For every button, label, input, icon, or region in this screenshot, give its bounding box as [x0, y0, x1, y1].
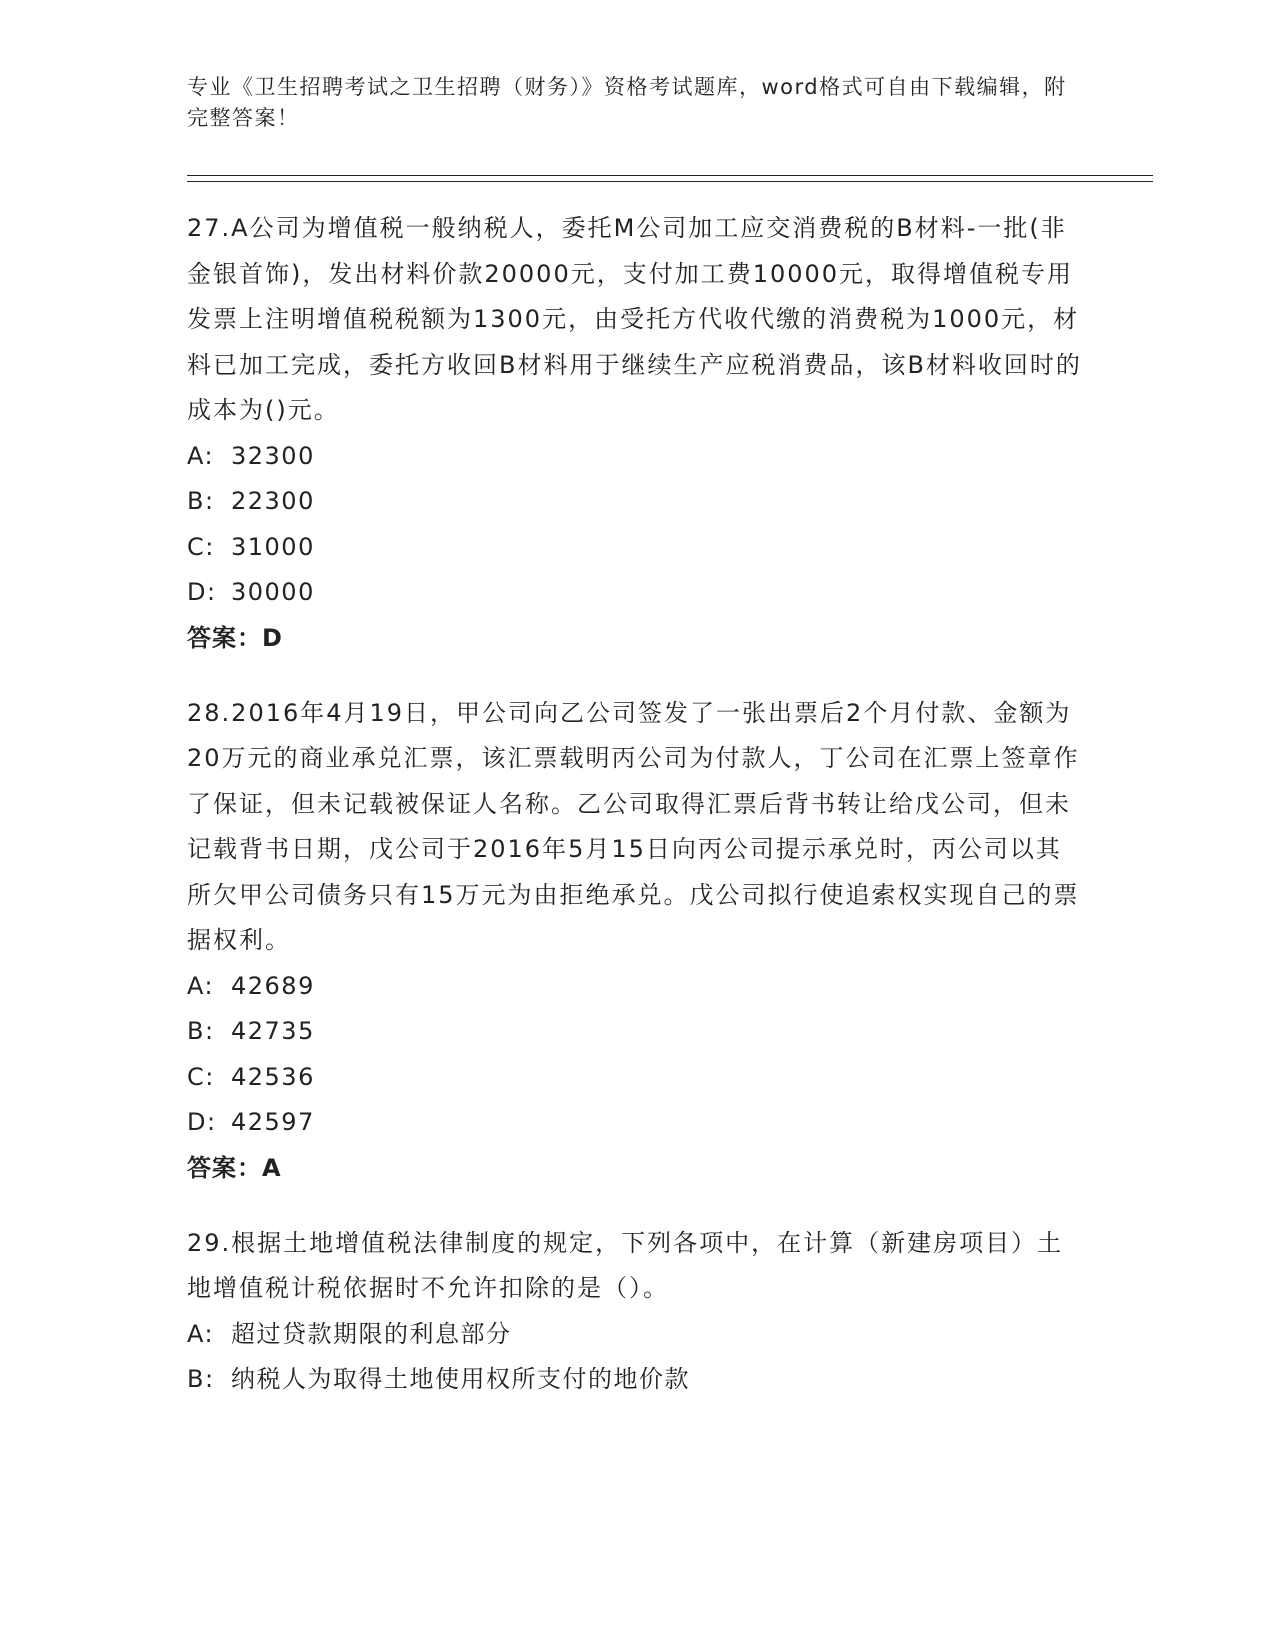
header-divider-top: [187, 175, 1153, 176]
document-header: [187, 72, 1067, 134]
option-text: 31000: [231, 532, 315, 561]
option-a: [187, 434, 1082, 480]
option-text: 30000: [231, 578, 315, 606]
question-text: 27.A公司为增值税一般纳税人，委托M公司加工应交消费税的B材料-一批(非金银首饰)，发出材料价款20000元，支付加工费10000元，取得增值税专用发票上注明增值税税额为1300元，由受托方代收代缴的消费税为1000元，材料已加工完成，委托方收回B材料用于继续生产应税消费品，该B材料收回时的成本为()元。: [187, 214, 1082, 424]
option-letter: B:: [187, 1365, 215, 1393]
question-29: [187, 1221, 1082, 1403]
header-intro-text: 专业《卫生招聘考试之卫生招聘（财务）》资格考试题库，word格式可自由下载编辑，附完整答案！: [187, 75, 1067, 130]
option-letter: C:: [187, 1062, 215, 1091]
option-letter: B:: [187, 487, 215, 515]
option-text: 42597: [231, 1108, 315, 1136]
option-b: [187, 1357, 1082, 1403]
option-letter: C:: [187, 532, 215, 561]
answer-line: 答案：D: [187, 623, 283, 652]
option-c: [187, 525, 1082, 571]
option-letter: A:: [187, 441, 215, 470]
option-b: [187, 1009, 1082, 1055]
option-b: [187, 479, 1082, 525]
option-letter: B:: [187, 1017, 215, 1045]
option-d: [187, 570, 1082, 616]
option-text: 超过贷款期限的利息部分: [231, 1319, 512, 1348]
question-text: 28.2016年4月19日，甲公司向乙公司签发了一张出票后2个月付款、金额为20万元的商业承兑汇票，该汇票载明丙公司为付款人，丁公司在汇票上签章作了保证，但未记载被保证人名称。乙公司取得汇票后背书转让给戊公司，但未记载背书日期，戊公司于2016年5月15日向丙公司提示承兑时，丙公司以其所欠甲公司债务只有15万元为由拒绝承兑。戊公司拟行使追索权实现自己的票据权利。: [187, 698, 1080, 954]
option-a: [187, 1312, 1082, 1358]
option-c: [187, 1055, 1082, 1101]
question-text: 29.根据土地增值税法律制度的规定，下列各项中，在计算（新建房项目）土地增值税计税依据时不允许扣除的是（）。: [187, 1228, 1064, 1302]
question-27: [187, 206, 1082, 661]
option-text: 42689: [231, 971, 315, 1000]
option-text: 32300: [231, 441, 315, 470]
option-letter: D:: [187, 578, 217, 606]
question-28: [187, 691, 1082, 1191]
header-divider-bottom: [187, 181, 1153, 182]
option-letter: D:: [187, 1108, 217, 1136]
option-a: [187, 964, 1082, 1010]
option-letter: A:: [187, 971, 215, 1000]
question-list: [187, 206, 1082, 1433]
option-text: 22300: [231, 487, 315, 515]
option-letter: A:: [187, 1319, 215, 1348]
option-d: [187, 1100, 1082, 1146]
option-text: 42536: [231, 1062, 315, 1091]
answer-line: 答案：A: [187, 1153, 282, 1182]
option-text: 纳税人为取得土地使用权所支付的地价款: [231, 1365, 690, 1393]
option-text: 42735: [231, 1017, 315, 1045]
